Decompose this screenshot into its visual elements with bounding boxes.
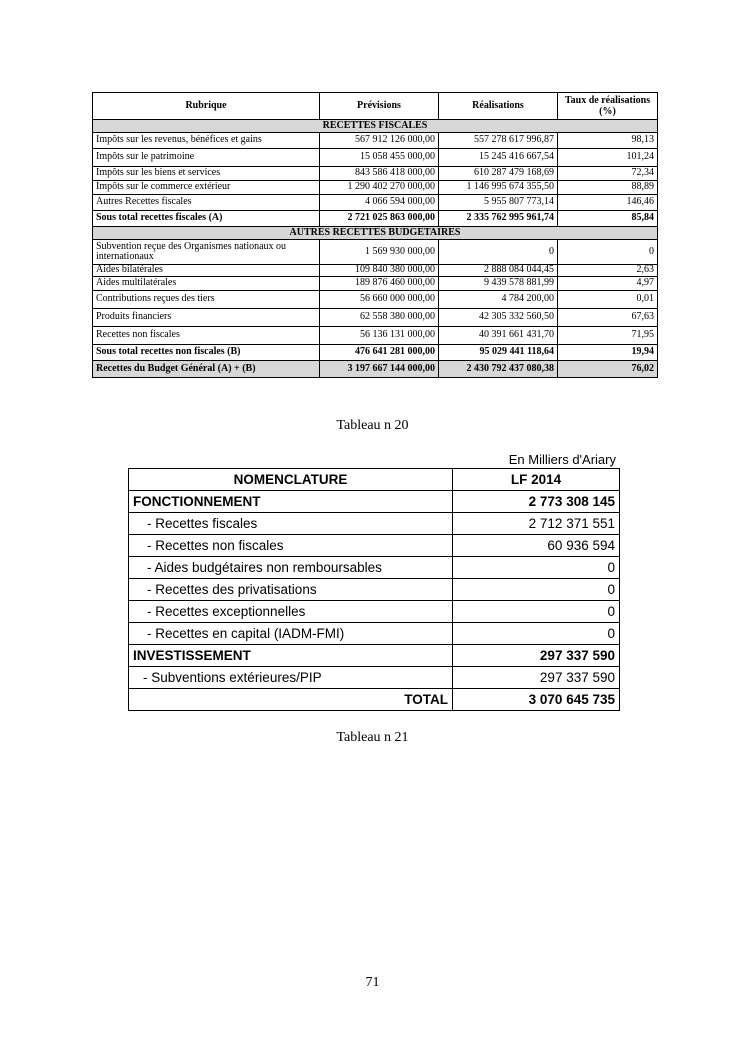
- cell-rubrique: Aides bilatérales: [93, 265, 320, 277]
- subtotal-row-a: [93, 211, 658, 227]
- cell-rubrique: Contributions reçues des tiers: [93, 291, 320, 309]
- cell-value: 2 712 371 551: [453, 513, 620, 535]
- fonctionnement-row: [129, 491, 620, 513]
- cell-value: 297 337 590: [453, 667, 620, 689]
- cell-realisations: 0: [439, 240, 558, 265]
- table-row: [93, 167, 658, 181]
- table-row: [93, 149, 658, 167]
- cell-taux: 19,94: [558, 345, 658, 361]
- unit-label: En Milliers d'Ariary: [508, 452, 616, 467]
- cell-realisations: 42 305 332 560,50: [439, 309, 558, 327]
- cell-rubrique: Produits financiers: [93, 309, 320, 327]
- cell-taux: 2,63: [558, 265, 658, 277]
- cell-rubrique: Sous total recettes fiscales (A): [93, 211, 320, 227]
- table-row: [93, 309, 658, 327]
- investissement-row: [129, 645, 620, 667]
- total-value: 3 070 645 735: [453, 689, 620, 711]
- cell-label: INVESTISSEMENT: [129, 645, 453, 667]
- cell-value: 0: [453, 623, 620, 645]
- cell-rubrique: Aides multilatérales: [93, 277, 320, 291]
- section-title: AUTRES RECETTES BUDGETAIRES: [93, 227, 658, 240]
- cell-realisations: 610 287 479 168,69: [439, 167, 558, 181]
- table-row: [129, 623, 620, 645]
- table-row: [129, 557, 620, 579]
- table-20-caption: Tableau n 20: [336, 418, 409, 433]
- cell-realisations: 95 029 441 118,64: [439, 345, 558, 361]
- cell-taux: 0: [558, 240, 658, 265]
- cell-label: FONCTIONNEMENT: [129, 491, 453, 513]
- table-21-caption: Tableau n 21: [336, 730, 409, 745]
- cell-taux: 76,02: [558, 361, 658, 378]
- cell-label: - Subventions extérieures/PIP: [129, 667, 453, 689]
- cell-previsions: 15 058 455 000,00: [320, 149, 439, 167]
- cell-previsions: 2 721 025 863 000,00: [320, 211, 439, 227]
- section-title: RECETTES FISCALES: [93, 120, 658, 133]
- cell-previsions: 1 290 402 270 000,00: [320, 181, 439, 195]
- header-rubrique: Rubrique: [93, 93, 320, 120]
- cell-taux: 88,89: [558, 181, 658, 195]
- cell-rubrique: Recettes non fiscales: [93, 327, 320, 345]
- cell-value: 0: [453, 557, 620, 579]
- table-row: [93, 291, 658, 309]
- cell-previsions: 1 569 930 000,00: [320, 240, 439, 265]
- table-row: [93, 277, 658, 291]
- cell-label: - Recettes fiscales: [129, 513, 453, 535]
- cell-previsions: 567 912 126 000,00: [320, 133, 439, 149]
- cell-rubrique: Autres Recettes fiscales: [93, 195, 320, 211]
- table-header-row: [129, 469, 620, 491]
- cell-taux: 67,63: [558, 309, 658, 327]
- cell-label: - Recettes en capital (IADM-FMI): [129, 623, 453, 645]
- cell-previsions: 56 136 131 000,00: [320, 327, 439, 345]
- table-row: [93, 327, 658, 345]
- cell-label: - Recettes non fiscales: [129, 535, 453, 557]
- table-row: [93, 133, 658, 149]
- cell-realisations: 2 888 084 044,45: [439, 265, 558, 277]
- cell-label: - Recettes des privatisations: [129, 579, 453, 601]
- cell-previsions: 476 641 281 000,00: [320, 345, 439, 361]
- cell-rubrique: Impôts sur le patrimoine: [93, 149, 320, 167]
- table-row: [93, 195, 658, 211]
- header-taux: Taux de réalisations (%): [558, 93, 658, 120]
- cell-value: 60 936 594: [453, 535, 620, 557]
- table-21: [128, 468, 620, 711]
- cell-previsions: 843 586 418 000,00: [320, 167, 439, 181]
- cell-rubrique: Sous total recettes non fiscales (B): [93, 345, 320, 361]
- table-row: [129, 667, 620, 689]
- section-autres-recettes: [93, 227, 658, 240]
- cell-previsions: 189 876 460 000,00: [320, 277, 439, 291]
- total-label: TOTAL: [129, 689, 453, 711]
- header-previsions: Prévisions: [320, 93, 439, 120]
- cell-previsions: 109 840 380 000,00: [320, 265, 439, 277]
- table-row: [129, 579, 620, 601]
- table-row: [129, 535, 620, 557]
- cell-realisations: 9 439 578 881,99: [439, 277, 558, 291]
- cell-realisations: 5 955 807 773,14: [439, 195, 558, 211]
- cell-taux: 85,84: [558, 211, 658, 227]
- cell-taux: 4,97: [558, 277, 658, 291]
- section-recettes-fiscales: [93, 120, 658, 133]
- subtotal-row-b: [93, 345, 658, 361]
- cell-rubrique: Impôts sur les revenus, bénéfices et gains: [93, 133, 320, 149]
- cell-realisations: 15 245 416 667,54: [439, 149, 558, 167]
- cell-realisations: 557 278 617 996,87: [439, 133, 558, 149]
- cell-taux: 101,24: [558, 149, 658, 167]
- cell-realisations: 1 146 995 674 355,50: [439, 181, 558, 195]
- grand-total-row: [93, 361, 658, 378]
- table-row: [129, 601, 620, 623]
- table-20: [92, 92, 658, 378]
- cell-rubrique: Impôts sur le commerce extérieur: [93, 181, 320, 195]
- header-realisations: Réalisations: [439, 93, 558, 120]
- cell-previsions: 62 558 380 000,00: [320, 309, 439, 327]
- table-row: [93, 181, 658, 195]
- table-row: [129, 513, 620, 535]
- table-row: [93, 240, 658, 265]
- cell-realisations: 2 430 792 437 080,38: [439, 361, 558, 378]
- cell-taux: 71,95: [558, 327, 658, 345]
- table-row: [93, 265, 658, 277]
- cell-taux: 72,34: [558, 167, 658, 181]
- header-nomenclature: NOMENCLATURE: [129, 469, 453, 491]
- cell-previsions: 4 066 594 000,00: [320, 195, 439, 211]
- cell-realisations: 40 391 661 431,70: [439, 327, 558, 345]
- cell-value: 0: [453, 579, 620, 601]
- table-header-row: [93, 93, 658, 120]
- cell-value: 297 337 590: [453, 645, 620, 667]
- cell-label: - Recettes exceptionnelles: [129, 601, 453, 623]
- cell-value: 0: [453, 601, 620, 623]
- cell-value: 2 773 308 145: [453, 491, 620, 513]
- header-lf2014: LF 2014: [453, 469, 620, 491]
- cell-rubrique: Recettes du Budget Général (A) + (B): [93, 361, 320, 378]
- page-number: 71: [365, 975, 380, 990]
- cell-taux: 0,01: [558, 291, 658, 309]
- cell-rubrique: Subvention reçue des Organismes nationaux ou internationaux: [93, 240, 320, 265]
- cell-realisations: 4 784 200,00: [439, 291, 558, 309]
- cell-rubrique: Impôts sur les biens et services: [93, 167, 320, 181]
- cell-taux: 98,13: [558, 133, 658, 149]
- cell-previsions: 3 197 667 144 000,00: [320, 361, 439, 378]
- cell-previsions: 56 660 000 000,00: [320, 291, 439, 309]
- cell-label: - Aides budgétaires non remboursables: [129, 557, 453, 579]
- cell-realisations: 2 335 762 995 961,74: [439, 211, 558, 227]
- cell-taux: 146,46: [558, 195, 658, 211]
- total-row: [129, 689, 620, 711]
